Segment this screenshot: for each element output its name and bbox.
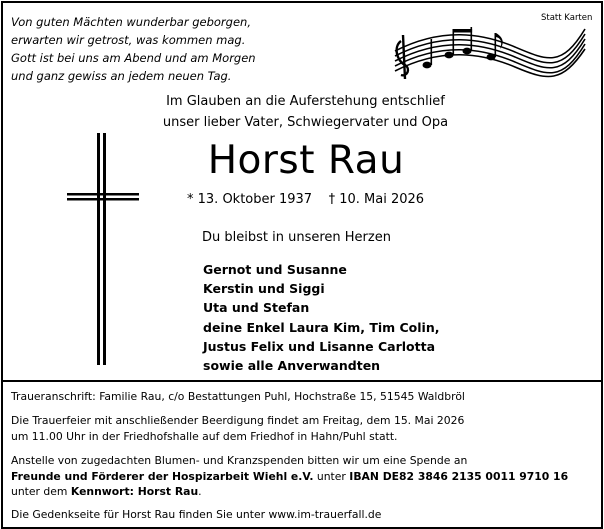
mourning-address: Traueranschrift: Familie Rau, c/o Bestattungen Puhl, Hochstraße 15, 51545 Waldbröl xyxy=(11,390,465,403)
cross-icon xyxy=(67,133,139,365)
poem-quote xyxy=(11,13,311,85)
obituary-notice xyxy=(1,1,603,529)
poem-line: erwarten wir getrost, was kommen mag. xyxy=(11,33,246,47)
donation-line: Anstelle von zugedachten Blumen- und Kranzspenden bitten wir um eine Spende an xyxy=(11,454,468,467)
life-dates xyxy=(187,191,424,209)
donation-keyword: Kennwort: Horst Rau xyxy=(70,485,199,499)
corner-note: Statt Karten xyxy=(541,13,593,23)
memorial-page-note: Die Gedenkseite für Horst Rau finden Sie unter www.im-trauerfall.de xyxy=(11,508,382,521)
section-divider xyxy=(3,380,601,382)
poem-line: Von guten Mächten wunderbar geborgen, xyxy=(11,15,251,29)
donation-line xyxy=(11,469,568,485)
deceased-name: Horst Rau xyxy=(207,138,405,183)
mourner-item: Uta und Stefan xyxy=(203,300,310,316)
donation-organization: Freunde und Förderer der Hospizarbeit Wiehl e.V. xyxy=(11,469,314,483)
donation-connector: unter xyxy=(313,469,350,483)
music-notes-icon xyxy=(387,21,587,83)
mourner-item: Kerstin und Siggi xyxy=(203,281,325,297)
mourner-item: deine Enkel Laura Kim, Tim Colin, xyxy=(203,319,440,335)
donation-iban: IBAN DE82 3846 2135 0011 9710 16 xyxy=(349,469,569,483)
keyword-prefix: unter dem xyxy=(11,485,71,499)
service-line: um 11.00 Uhr in der Friedhofshalle auf dem Friedhof in Hahn/Puhl statt. xyxy=(11,429,398,443)
birth-date: * 13. Oktober 1937 xyxy=(187,192,313,207)
donation-line xyxy=(11,484,568,500)
keyword-suffix: . xyxy=(198,485,202,499)
remembrance-line: Du bleibst in unseren Herzen xyxy=(202,230,391,245)
mourners-list xyxy=(203,260,439,375)
mourner-item: Justus Felix und Lisanne Carlotta xyxy=(203,338,436,354)
donation-request xyxy=(11,453,568,500)
poem-line: und ganz gewiss an jedem neuen Tag. xyxy=(11,69,232,83)
intro-text xyxy=(153,91,458,133)
funeral-service-info xyxy=(11,413,464,444)
intro-line: unser lieber Vater, Schwiegervater und Opa xyxy=(162,115,449,130)
mourner-item: sowie alle Anverwandten xyxy=(203,358,381,374)
death-date: † 10. Mai 2026 xyxy=(328,192,425,207)
service-line: Die Trauerfeier mit anschließender Beerdigung findet am Freitag, dem 15. Mai 2026 xyxy=(11,414,465,427)
poem-line: Gott ist bei uns am Abend und am Morgen xyxy=(11,51,256,65)
mourner-item: Gernot und Susanne xyxy=(203,262,347,277)
intro-line: Im Glauben an die Auferstehung entschlief xyxy=(166,94,445,109)
